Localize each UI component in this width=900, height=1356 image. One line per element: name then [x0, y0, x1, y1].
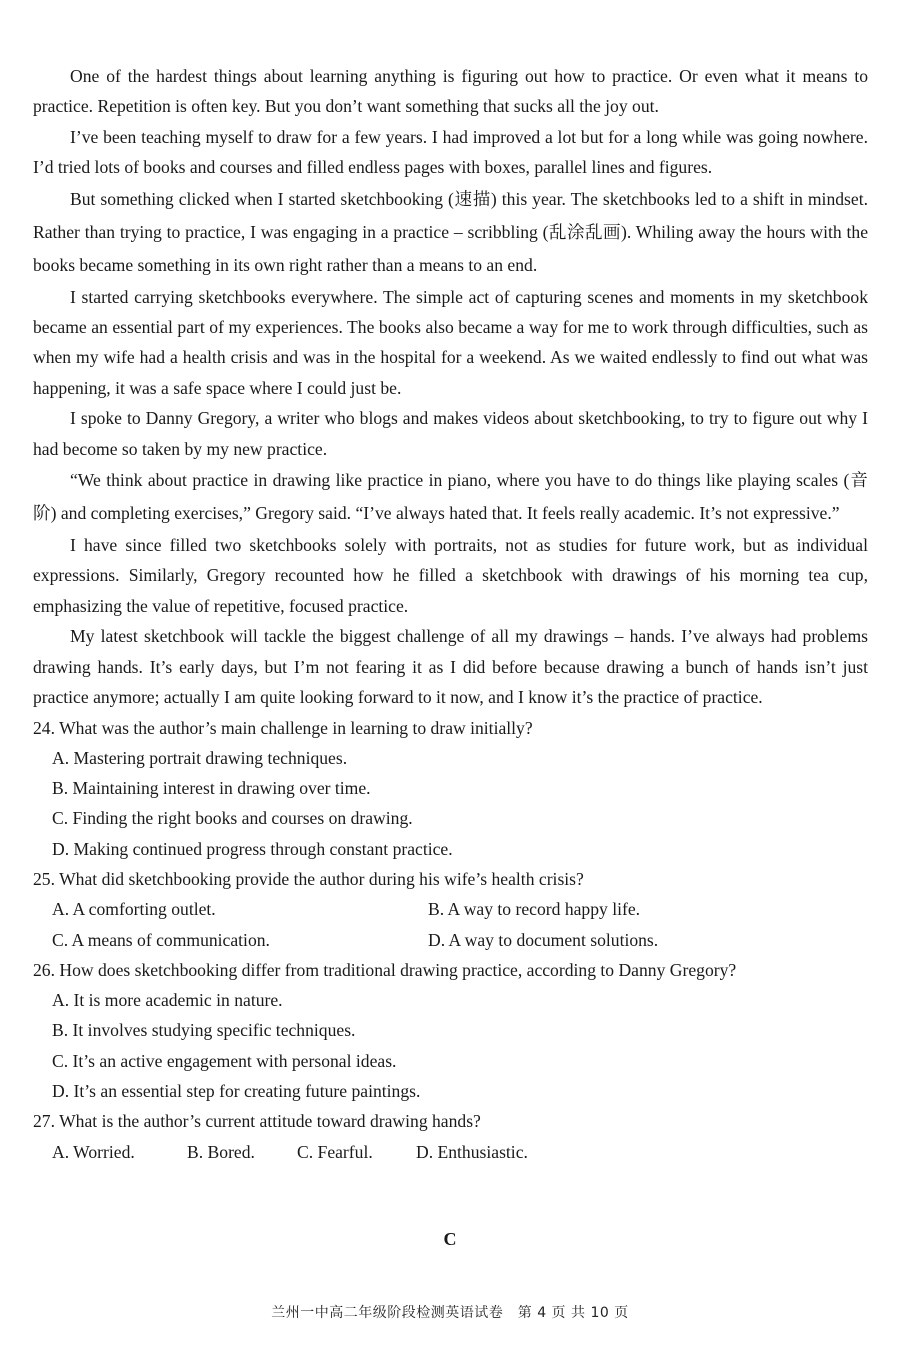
option-b: B. A way to record happy life. [428, 899, 641, 920]
question-24 [33, 713, 868, 864]
question-stem: 27. What is the author’s current attitude toward drawing hands? [33, 1111, 481, 1132]
option-a: A. Worried. [52, 1141, 135, 1162]
question-26 [33, 955, 868, 1106]
question-stem: 24. What was the author’s main challenge in learning to draw initially? [33, 717, 533, 738]
options-row-1 [33, 894, 868, 924]
passage-paragraph-7: I have since filled two sketchbooks solely with portraits, not as studies for future work, but as individual expressions. Similarly, Gregory recounted how he filled a sketchbook with drawings of his morning tea cup, emphasizing the value of repetitive, focused practice. [33, 535, 868, 616]
option-a: A. It is more academic in nature. [52, 990, 283, 1011]
option-c: C. Finding the right books and courses on drawing. [52, 808, 413, 829]
options-row-2 [33, 925, 868, 955]
passage-paragraph-6: “We think about practice in drawing like practice in piano, where you have to do things like playing scales (音阶) and completing exercises,” Gregory said. “I’ve always hated that. It feels really academic. It’s not expressive.” [33, 470, 868, 524]
passage-paragraph-4: I started carrying sketchbooks everywhere. The simple act of capturing scenes and moments in my sketchbook became an essential part of my experiences. The books also became a way for me to work through difficulties, such as when my wife had a health crisis and was in the hospital for a weekend. As we waited endlessly to find out what was happening, it was a safe space where I could just be. [33, 286, 868, 398]
option-c: C. It’s an active engagement with personal ideas. [52, 1050, 397, 1071]
passage-paragraph-2: I’ve been teaching myself to draw for a few years. I had improved a lot but for a long while was going nowhere. I’d tried lots of books and courses and filled endless pages with boxes, parallel lines and figures. [33, 126, 868, 178]
option-b: B. It involves studying specific techniques. [52, 1020, 356, 1041]
options-row [33, 1137, 868, 1167]
question-25 [33, 864, 868, 955]
passage-paragraph-1: One of the hardest things about learning anything is figuring out how to practice. Or even what it means to practice. Repetition is often key. But you don’t want something that sucks all the joy out. [33, 66, 868, 117]
section-heading: C [443, 1229, 457, 1249]
passage-paragraph-5: I spoke to Danny Gregory, a writer who blogs and makes videos about sketchbooking, to try to figure out why I had become so taken by my new practice. [33, 408, 868, 459]
question-27 [33, 1106, 868, 1167]
option-c: C. A means of communication. [52, 929, 270, 950]
option-b: B. Maintaining interest in drawing over time. [52, 778, 371, 799]
passage-paragraph-3: But something clicked when I started sketchbooking (速描) this year. The sketchbooks led to a shift in mindset. Rather than trying to practice, I was engaging in a practice – scribbling (乱涂乱画). Whiling away the hours with the books became something in its own right rather than a means to an end. [33, 188, 868, 275]
option-b: B. Bored. [187, 1141, 255, 1162]
option-d: D. It’s an essential step for creating future paintings. [52, 1081, 421, 1102]
option-d: D. A way to document solutions. [428, 929, 659, 950]
question-stem: 26. How does sketchbooking differ from traditional drawing practice, according to Danny Gregory? [33, 959, 737, 980]
option-a: A. A comforting outlet. [52, 899, 216, 920]
option-a: A. Mastering portrait drawing techniques. [52, 747, 348, 768]
option-d: D. Enthusiastic. [416, 1141, 528, 1162]
page-footer: 兰州一中高二年级阶段检测英语试卷 第 4 页 共 10 页 [271, 1305, 629, 1321]
exam-page [33, 61, 868, 1167]
question-stem: 25. What did sketchbooking provide the author during his wife’s health crisis? [33, 868, 584, 889]
option-d: D. Making continued progress through constant practice. [52, 838, 453, 859]
option-c: C. Fearful. [297, 1141, 373, 1162]
passage-paragraph-8: My latest sketchbook will tackle the biggest challenge of all my drawings – hands. I’ve always had problems drawing hands. It’s early days, but I’m not fearing it as I did before because drawing a bunch of hands isn’t just practice anymore; actually I am quite looking forward to it now, and I know it’s the practice of practice. [33, 626, 868, 708]
